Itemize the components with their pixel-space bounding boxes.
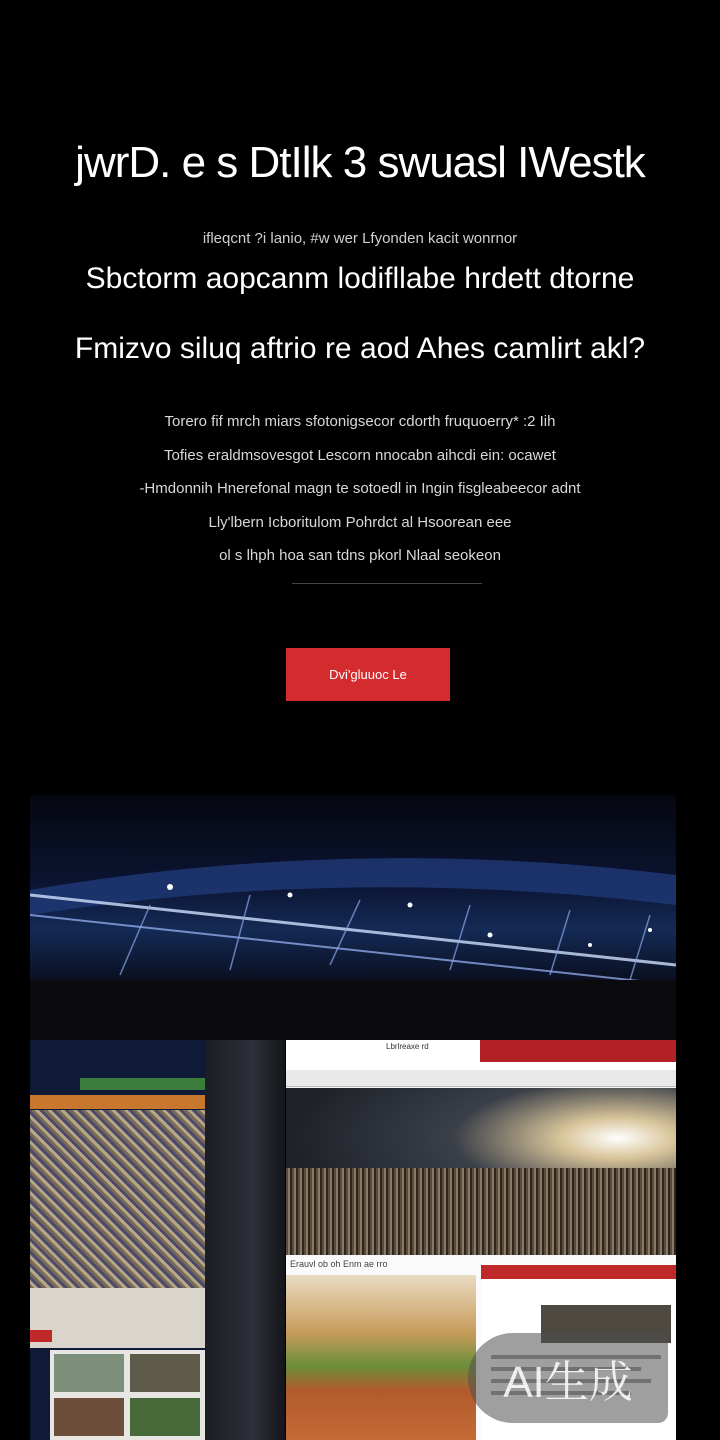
description-line: ol s lhph hoa san tdns pkorl Nlaal seokeon xyxy=(219,547,501,564)
thumbnail xyxy=(54,1398,124,1436)
bottom-header: Erauvl ob oh Enm ae rro xyxy=(290,1259,388,1269)
arena-photo xyxy=(286,1088,676,1255)
description-line: Lly'lbern Icboritulom Pohrdct al Hsoorean eee xyxy=(208,513,512,531)
description-line: Torero fif mrch miars sfotonigsecor cdorth fruquoerry* :2 Iih xyxy=(164,413,556,430)
thumbnail xyxy=(130,1354,200,1392)
orange-nav-bar xyxy=(30,1095,205,1109)
red-tab xyxy=(30,1330,52,1342)
crowd-image xyxy=(286,1168,676,1255)
red-header-strip xyxy=(480,1040,676,1062)
sidebar-header xyxy=(481,1265,676,1279)
right-screenshot-panel xyxy=(286,1040,676,1255)
description-line: Tofies eraldmsovesgot Lescorn nnocabn aihcdi ein: ocawet xyxy=(164,446,556,464)
article-strip xyxy=(30,1288,205,1348)
cta-button[interactable]: Dvi'gluuoc Le xyxy=(286,648,450,701)
stadium-banner-image xyxy=(30,795,676,1040)
page-title: jwrD. e s DtIlk 3 swuasl IWestk xyxy=(75,138,645,187)
track-photo xyxy=(286,1275,476,1440)
ai-generated-watermark: AI生成 xyxy=(468,1333,668,1423)
thumbnail xyxy=(54,1354,124,1392)
blurred-middle-panel xyxy=(205,1040,285,1440)
panel-title: Lbrlreaxe rd xyxy=(386,1042,429,1051)
browser-nav-bar xyxy=(286,1070,676,1087)
crowd-image xyxy=(30,1110,205,1288)
hero-kicker: ifleqcnt ?i lanio, #w wer Lfyonden kacit wonrnor xyxy=(202,230,518,247)
divider xyxy=(292,583,482,584)
hero-subtitle-2: Fmizvo siluq aftrio re aod Ahes camlirt akl? xyxy=(74,332,646,365)
left-screenshot-panel xyxy=(30,1040,205,1440)
description-line: -Hmdonnih Hnerefonal magn te sotoedl in Ingin fisgleabeecor adnt xyxy=(139,480,581,497)
thumbnail xyxy=(130,1398,200,1436)
green-header-bar xyxy=(80,1078,205,1090)
hero-subtitle-1: Sbctorm aopcanm lodifllabe hrdett dtorne xyxy=(85,262,635,295)
stadium-lights-graphic xyxy=(30,795,676,1040)
thumbnail-grid xyxy=(50,1350,205,1440)
hero-description xyxy=(40,405,680,573)
